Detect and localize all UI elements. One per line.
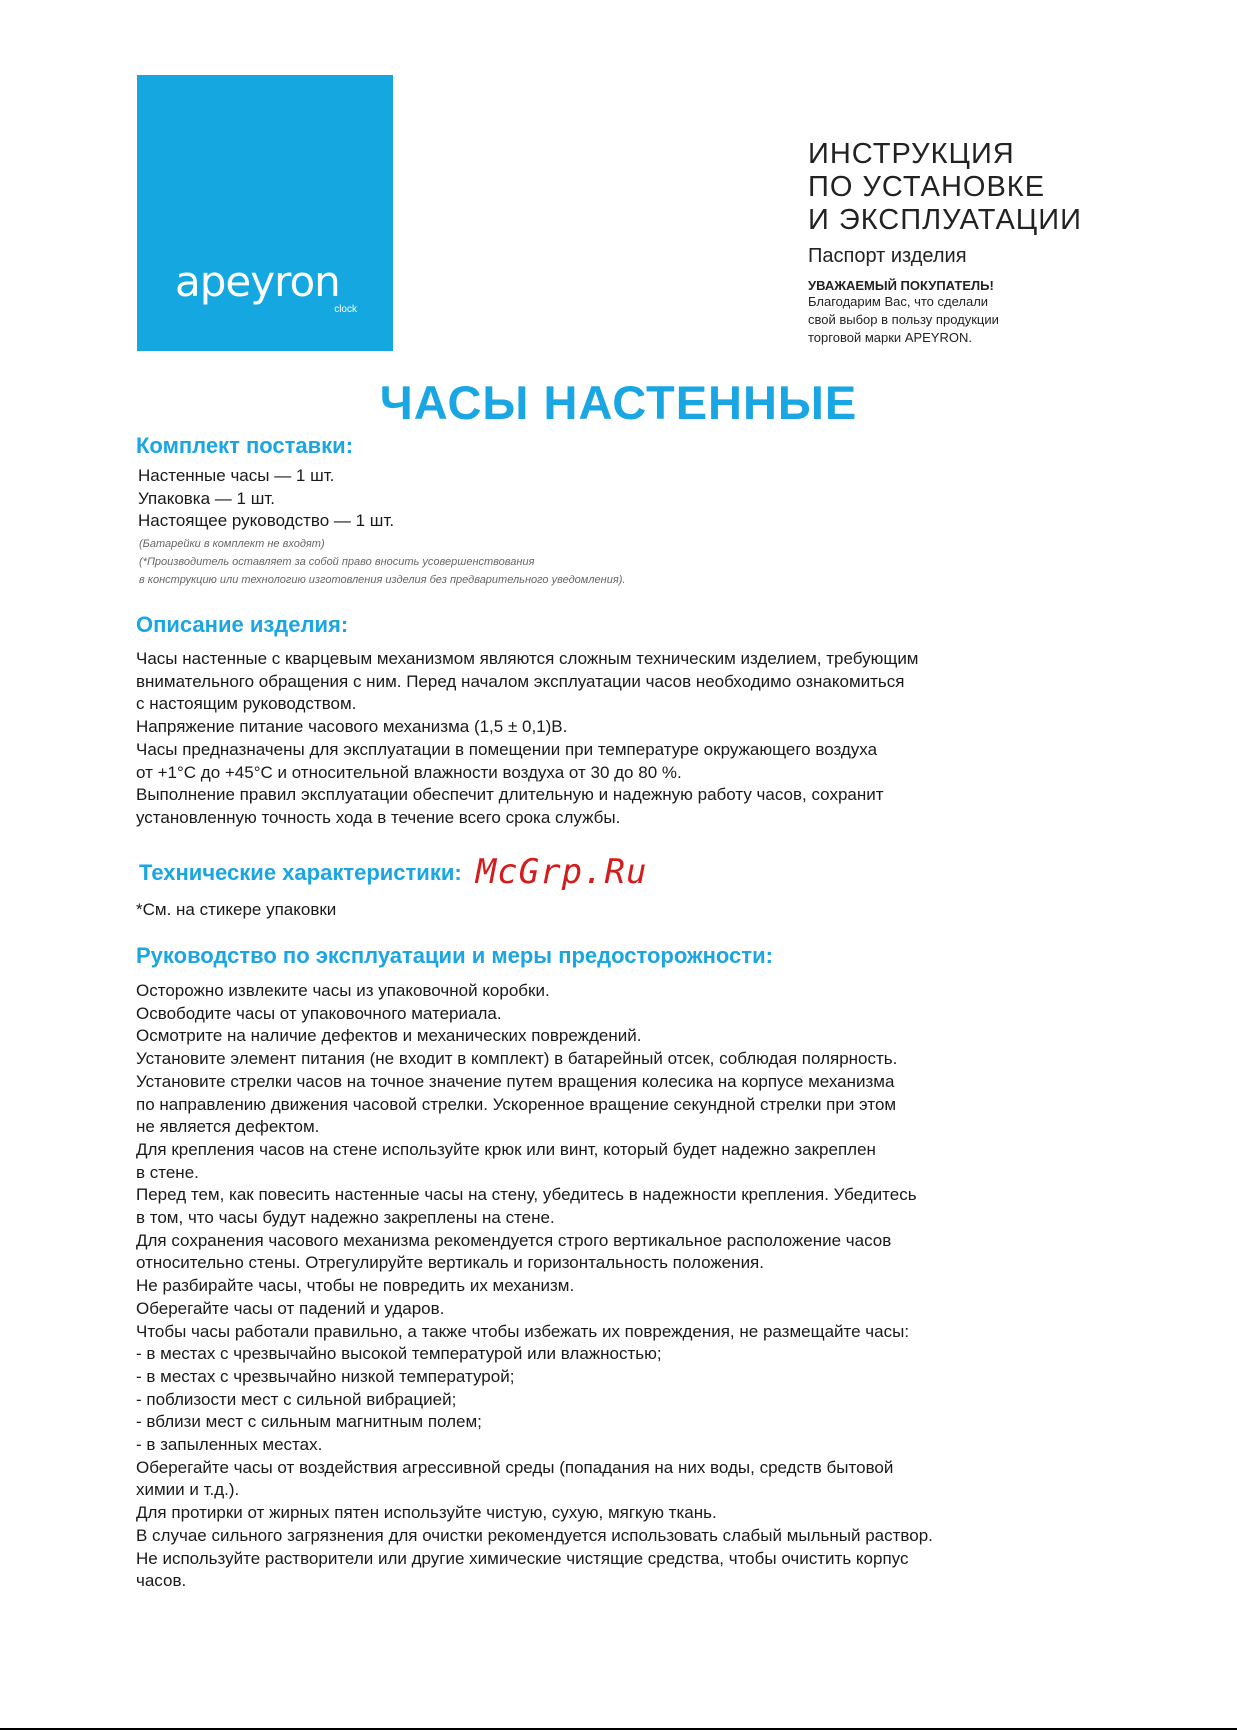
note-line: (*Производитель оставляет за собой право вносить усовершенствования — [139, 556, 535, 568]
list-item: - в запыленных местах. — [136, 1435, 323, 1455]
list-item: Настенные часы — 1 шт. — [138, 466, 335, 485]
text-line: Установите элемент питания (не входит в комплект) в батарейный отсек, соблюдая полярность. — [136, 1049, 898, 1069]
logo-wordmark: apeyron — [175, 257, 340, 306]
text-line: по направлению движения часовой стрелки. Ускоренное вращение секундной стрелки при этом — [136, 1094, 897, 1114]
text-line: Напряжение питание часового механизма (1,5 ± 0,1)В. — [136, 717, 568, 737]
text-line: Часы предназначены для эксплуатации в помещении при температуре окружающего воздуха — [136, 739, 878, 759]
list-item: - в местах с чрезвычайно высокой температурой или влажностью; — [136, 1344, 662, 1364]
description-heading: Описание изделия: — [136, 612, 349, 637]
greeting-text: Благодарим Вас, что сделали свой выбор в пользу продукции торговой марки APEYRON. — [808, 294, 999, 345]
brand-logo — [137, 75, 393, 351]
text-line: Не используйте растворители или другие химические чистящие средства, чтобы очистить корпус — [136, 1548, 909, 1568]
doc-subtitle: Паспорт изделия — [808, 245, 967, 267]
text-line: Оберегайте часы от воздействия агрессивной среды (попадания на них воды, средств бытовой — [136, 1457, 894, 1477]
note-line: в конструкцию или технологию изготовления изделия без предварительного уведомления). — [139, 574, 626, 586]
note-line: (Батарейки в комплект не входят) — [139, 538, 325, 550]
list-item: Упаковка — 1 шт. — [138, 488, 275, 508]
page-title: ЧАСЫ НАСТЕННЫЕ — [379, 376, 858, 429]
list-item: - вблизи мест с сильным магнитным полем; — [136, 1412, 482, 1432]
text-line: Осторожно извлеките часы из упаковочной коробки. — [136, 981, 550, 1000]
text-line: В случае сильного загрязнения для очистки рекомендуется использовать слабый мыльный раствор. — [136, 1525, 933, 1545]
text-line: с настоящим руководством. — [136, 694, 357, 714]
description-text — [136, 648, 919, 830]
text-line: установленную точность хода в течение всего срока службы. — [136, 807, 621, 827]
list-item: Настоящее руководство — 1 шт. — [138, 511, 395, 531]
specs-heading — [139, 852, 647, 892]
kit-heading: Комплект поставки: — [136, 433, 354, 458]
text-line: Чтобы часы работали правильно, а также чтобы избежать их повреждения, не размещайте часы: — [136, 1321, 910, 1341]
text-line: в стене. — [136, 1162, 199, 1182]
text-line: Осмотрите на наличие дефектов и механических повреждений. — [136, 1026, 642, 1046]
text-line: Перед тем, как повесить настенные часы на стену, убедитесь в надежности крепления. Убедитесь — [136, 1185, 917, 1205]
text-line: Установите стрелки часов на точное значение путем вращения колесика на корпусе механизма — [136, 1071, 895, 1091]
doc-title-line-2: ПО УСТАНОВКЕ — [808, 171, 1046, 203]
text-line: Для крепления часов на стене используйте крюк или винт, который будет надежно закреплен — [136, 1139, 876, 1159]
text-line: относительно стены. Отрегулируйте вертикаль и горизонтальность положения. — [136, 1253, 764, 1273]
text-line: Не разбирайте часы, чтобы не повредить их механизм. — [136, 1276, 575, 1296]
kit-list — [138, 465, 394, 533]
text-line: Для сохранения часового механизма рекомендуется строго вертикальное расположение часов — [136, 1230, 892, 1250]
text-line: от +1°С до +45°С и относительной влажности воздуха от 30 до 80 %. — [136, 762, 682, 782]
specs-text: *См. на стикере упаковки — [136, 900, 337, 919]
kit-notes — [139, 535, 625, 589]
list-item: - поблизости мест с сильной вибрацией; — [136, 1389, 457, 1409]
text-line: внимательного обращения с ним. Перед началом эксплуатации часов необходимо ознакомиться — [136, 671, 905, 691]
manual-text — [136, 980, 933, 1593]
greeting-heading: УВАЖАЕМЫЙ ПОКУПАТЕЛЬ! — [808, 278, 994, 293]
doc-title-line-1: ИНСТРУКЦИЯ — [808, 138, 1015, 170]
doc-title-line-3: И ЭКСПЛУАТАЦИИ — [808, 204, 1082, 236]
text-line: Выполнение правил эксплуатации обеспечит длительную и надежную работу часов, сохранит — [136, 785, 884, 805]
text-line: Освободите часы от упаковочного материала. — [136, 1003, 502, 1023]
logo-subtitle: clock — [334, 304, 357, 315]
text-line: в том, что часы будут надежно закреплены на стене. — [136, 1208, 555, 1228]
text-line: часов. — [136, 1571, 187, 1591]
text-line: Для протирки от жирных пятен используйте чистую, сухую, мягкую ткань. — [136, 1503, 717, 1523]
specs-heading-text: Технические характеристики: — [139, 860, 462, 885]
text-line: Оберегайте часы от падений и ударов. — [136, 1298, 445, 1318]
manual-heading: Руководство по эксплуатации и меры предосторожности: — [136, 943, 773, 968]
list-item: - в местах с чрезвычайно низкой температурой; — [136, 1366, 515, 1386]
watermark-text: McGrp.Ru — [475, 852, 648, 892]
text-line: не является дефектом. — [136, 1117, 320, 1137]
text-line: химии и т.д.). — [136, 1480, 240, 1500]
document-header — [808, 138, 1208, 347]
text-line: Часы настенные с кварцевым механизмом являются сложным техническим изделием, требующим — [136, 649, 919, 668]
